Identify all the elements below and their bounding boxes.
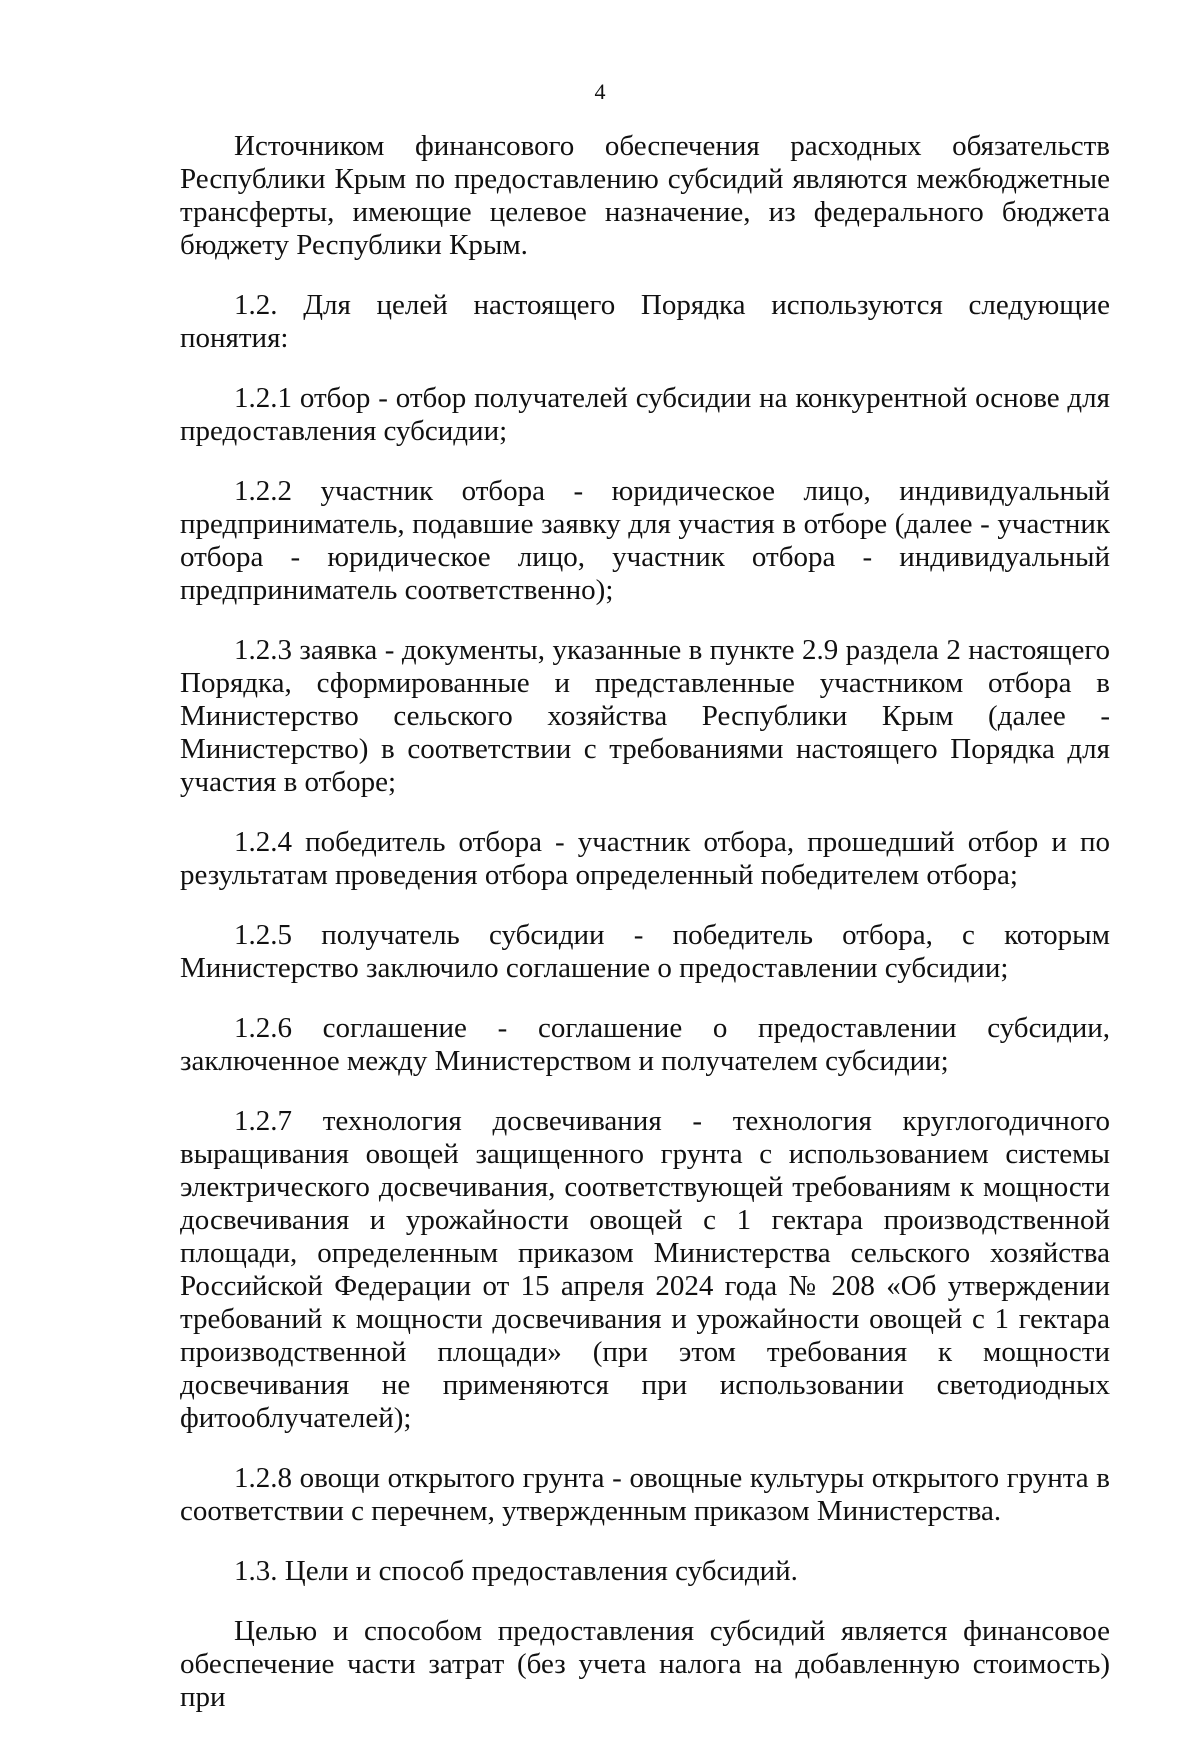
paragraph-goals-text: Целью и способом предоставления субсидий является финансовое обеспечение части затрат (без учета налога на добавленную стоимость) при	[180, 1615, 1110, 1713]
document-body	[180, 130, 1110, 1741]
paragraph-1-2-6-agreement: 1.2.6 соглашение - соглашение о предоставлении субсидии, заключенное между Министерством и получателем субсидии;	[180, 1012, 1110, 1077]
paragraph-1-2-4-winner: 1.2.4 победитель отбора - участник отбора, прошедший отбор и по результатам проведения отбора определенный победителем отбора;	[180, 826, 1110, 891]
paragraph-1-3-goals-heading: 1.3. Цели и способ предоставления субсидий.	[234, 1555, 798, 1587]
paragraph-1-2-5-recipient: 1.2.5 получатель субсидии - победитель отбора, с которым Министерство заключило соглашение о предоставлении субсидии;	[180, 919, 1110, 984]
paragraph-1-2-7-lighting-technology: 1.2.7 технология досвечивания - технология круглогодичного выращивания овощей защищенного грунта с использованием системы электрического досвечивания, соответствующей требованиям к мощности досвечивания и урожайности овощей с 1 гектара производственной площади, определенным приказом Министерства сельского хозяйства Российской Федерации от 15 апреля 2024 года № 208 «Об утверждении требований к мощности досвечивания и урожайности овощей с 1 гектара производственной площади» (при этом требования к мощности досвечивания не применяются при использовании светодиодных фитооблучателей);	[180, 1105, 1110, 1434]
page-number: 4	[594, 79, 606, 104]
paragraph-funding-source: Источником финансового обеспечения расходных обязательств Республики Крым по предоставлению субсидий являются межбюджетные трансферты, имеющие целевое назначение, из федерального бюджета бюджету Республики Крым.	[180, 130, 1110, 261]
paragraph-1-2-1-selection: 1.2.1 отбор - отбор получателей субсидии на конкурентной основе для предоставления субсидии;	[180, 382, 1110, 447]
paragraph-1-2-8-open-ground-vegetables: 1.2.8 овощи открытого грунта - овощные культуры открытого грунта в соответствии с перечнем, утвержденным приказом Министерства.	[180, 1462, 1110, 1527]
paragraph-1-2-definitions-intro: 1.2. Для целей настоящего Порядка используются следующие понятия:	[180, 289, 1110, 354]
paragraph-1-2-3-application: 1.2.3 заявка - документы, указанные в пункте 2.9 раздела 2 настоящего Порядка, сформированные и представленные участником отбора в Министерство сельского хозяйства Республики Крым (далее - Министерство) в соответствии с требованиями настоящего Порядка для участия в отборе;	[180, 634, 1110, 798]
paragraph-1-2-2-participant: 1.2.2 участник отбора - юридическое лицо, индивидуальный предприниматель, подавшие заявку для участия в отборе (далее - участник отбора - юридическое лицо, участник отбора - индивидуальный предприниматель соответственно);	[180, 475, 1110, 606]
